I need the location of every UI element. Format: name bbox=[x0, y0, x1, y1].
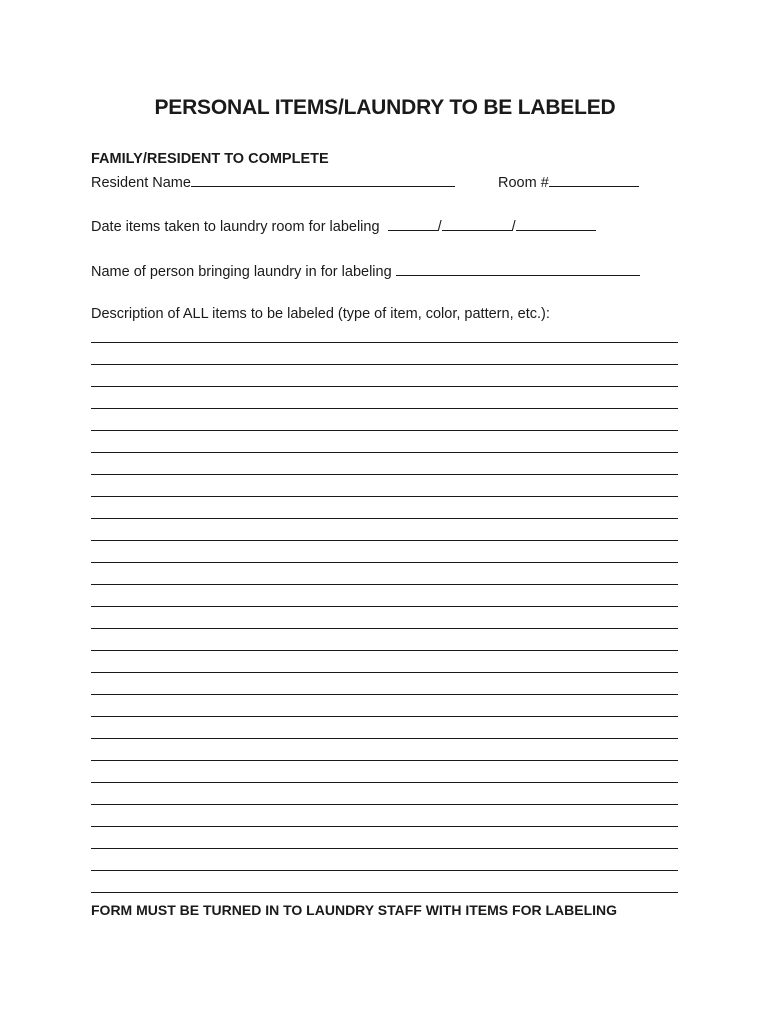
description-line[interactable] bbox=[91, 826, 678, 827]
description-line[interactable] bbox=[91, 496, 678, 497]
resident-name-field[interactable] bbox=[191, 172, 455, 187]
date-year-field[interactable] bbox=[516, 216, 596, 231]
date-day-field[interactable] bbox=[442, 216, 512, 231]
description-line[interactable] bbox=[91, 738, 678, 739]
description-line[interactable] bbox=[91, 892, 678, 893]
description-line[interactable] bbox=[91, 606, 678, 607]
bringer-field[interactable] bbox=[396, 261, 640, 276]
description-line[interactable] bbox=[91, 870, 678, 871]
description-line[interactable] bbox=[91, 474, 678, 475]
description-line[interactable] bbox=[91, 518, 678, 519]
resident-name-row bbox=[91, 172, 455, 192]
description-line[interactable] bbox=[91, 716, 678, 717]
room-row bbox=[498, 172, 639, 192]
form-title: PERSONAL ITEMS/LAUNDRY TO BE LABELED bbox=[154, 96, 616, 119]
description-line[interactable] bbox=[91, 804, 678, 805]
resident-name-label: Resident Name bbox=[91, 175, 191, 191]
description-line[interactable] bbox=[91, 452, 678, 453]
date-row bbox=[91, 216, 596, 236]
description-line[interactable] bbox=[91, 540, 678, 541]
form-footer: FORM MUST BE TURNED IN TO LAUNDRY STAFF WITH ITEMS FOR LABELING bbox=[91, 902, 618, 918]
bringer-row bbox=[91, 261, 640, 281]
description-line[interactable] bbox=[91, 430, 678, 431]
description-line[interactable] bbox=[91, 562, 678, 563]
date-separator-1: / bbox=[437, 219, 442, 235]
date-label: Date items taken to laundry room for labeling bbox=[91, 219, 380, 235]
description-line[interactable] bbox=[91, 628, 678, 629]
description-line[interactable] bbox=[91, 760, 678, 761]
description-label: Description of ALL items to be labeled (type of item, color, pattern, etc.): bbox=[91, 306, 550, 322]
description-line[interactable] bbox=[91, 364, 678, 365]
bringer-label: Name of person bringing laundry in for labeling bbox=[91, 264, 392, 280]
description-line[interactable] bbox=[91, 694, 678, 695]
description-line[interactable] bbox=[91, 408, 678, 409]
room-field[interactable] bbox=[549, 172, 639, 187]
description-line[interactable] bbox=[91, 342, 678, 343]
section-heading: FAMILY/RESIDENT TO COMPLETE bbox=[91, 151, 329, 167]
description-line[interactable] bbox=[91, 386, 678, 387]
description-line[interactable] bbox=[91, 672, 678, 673]
room-label: Room # bbox=[498, 175, 549, 191]
description-line[interactable] bbox=[91, 848, 678, 849]
description-line[interactable] bbox=[91, 584, 678, 585]
description-line[interactable] bbox=[91, 650, 678, 651]
description-line[interactable] bbox=[91, 782, 678, 783]
date-separator-2: / bbox=[511, 219, 516, 235]
date-month-field[interactable] bbox=[388, 216, 438, 231]
